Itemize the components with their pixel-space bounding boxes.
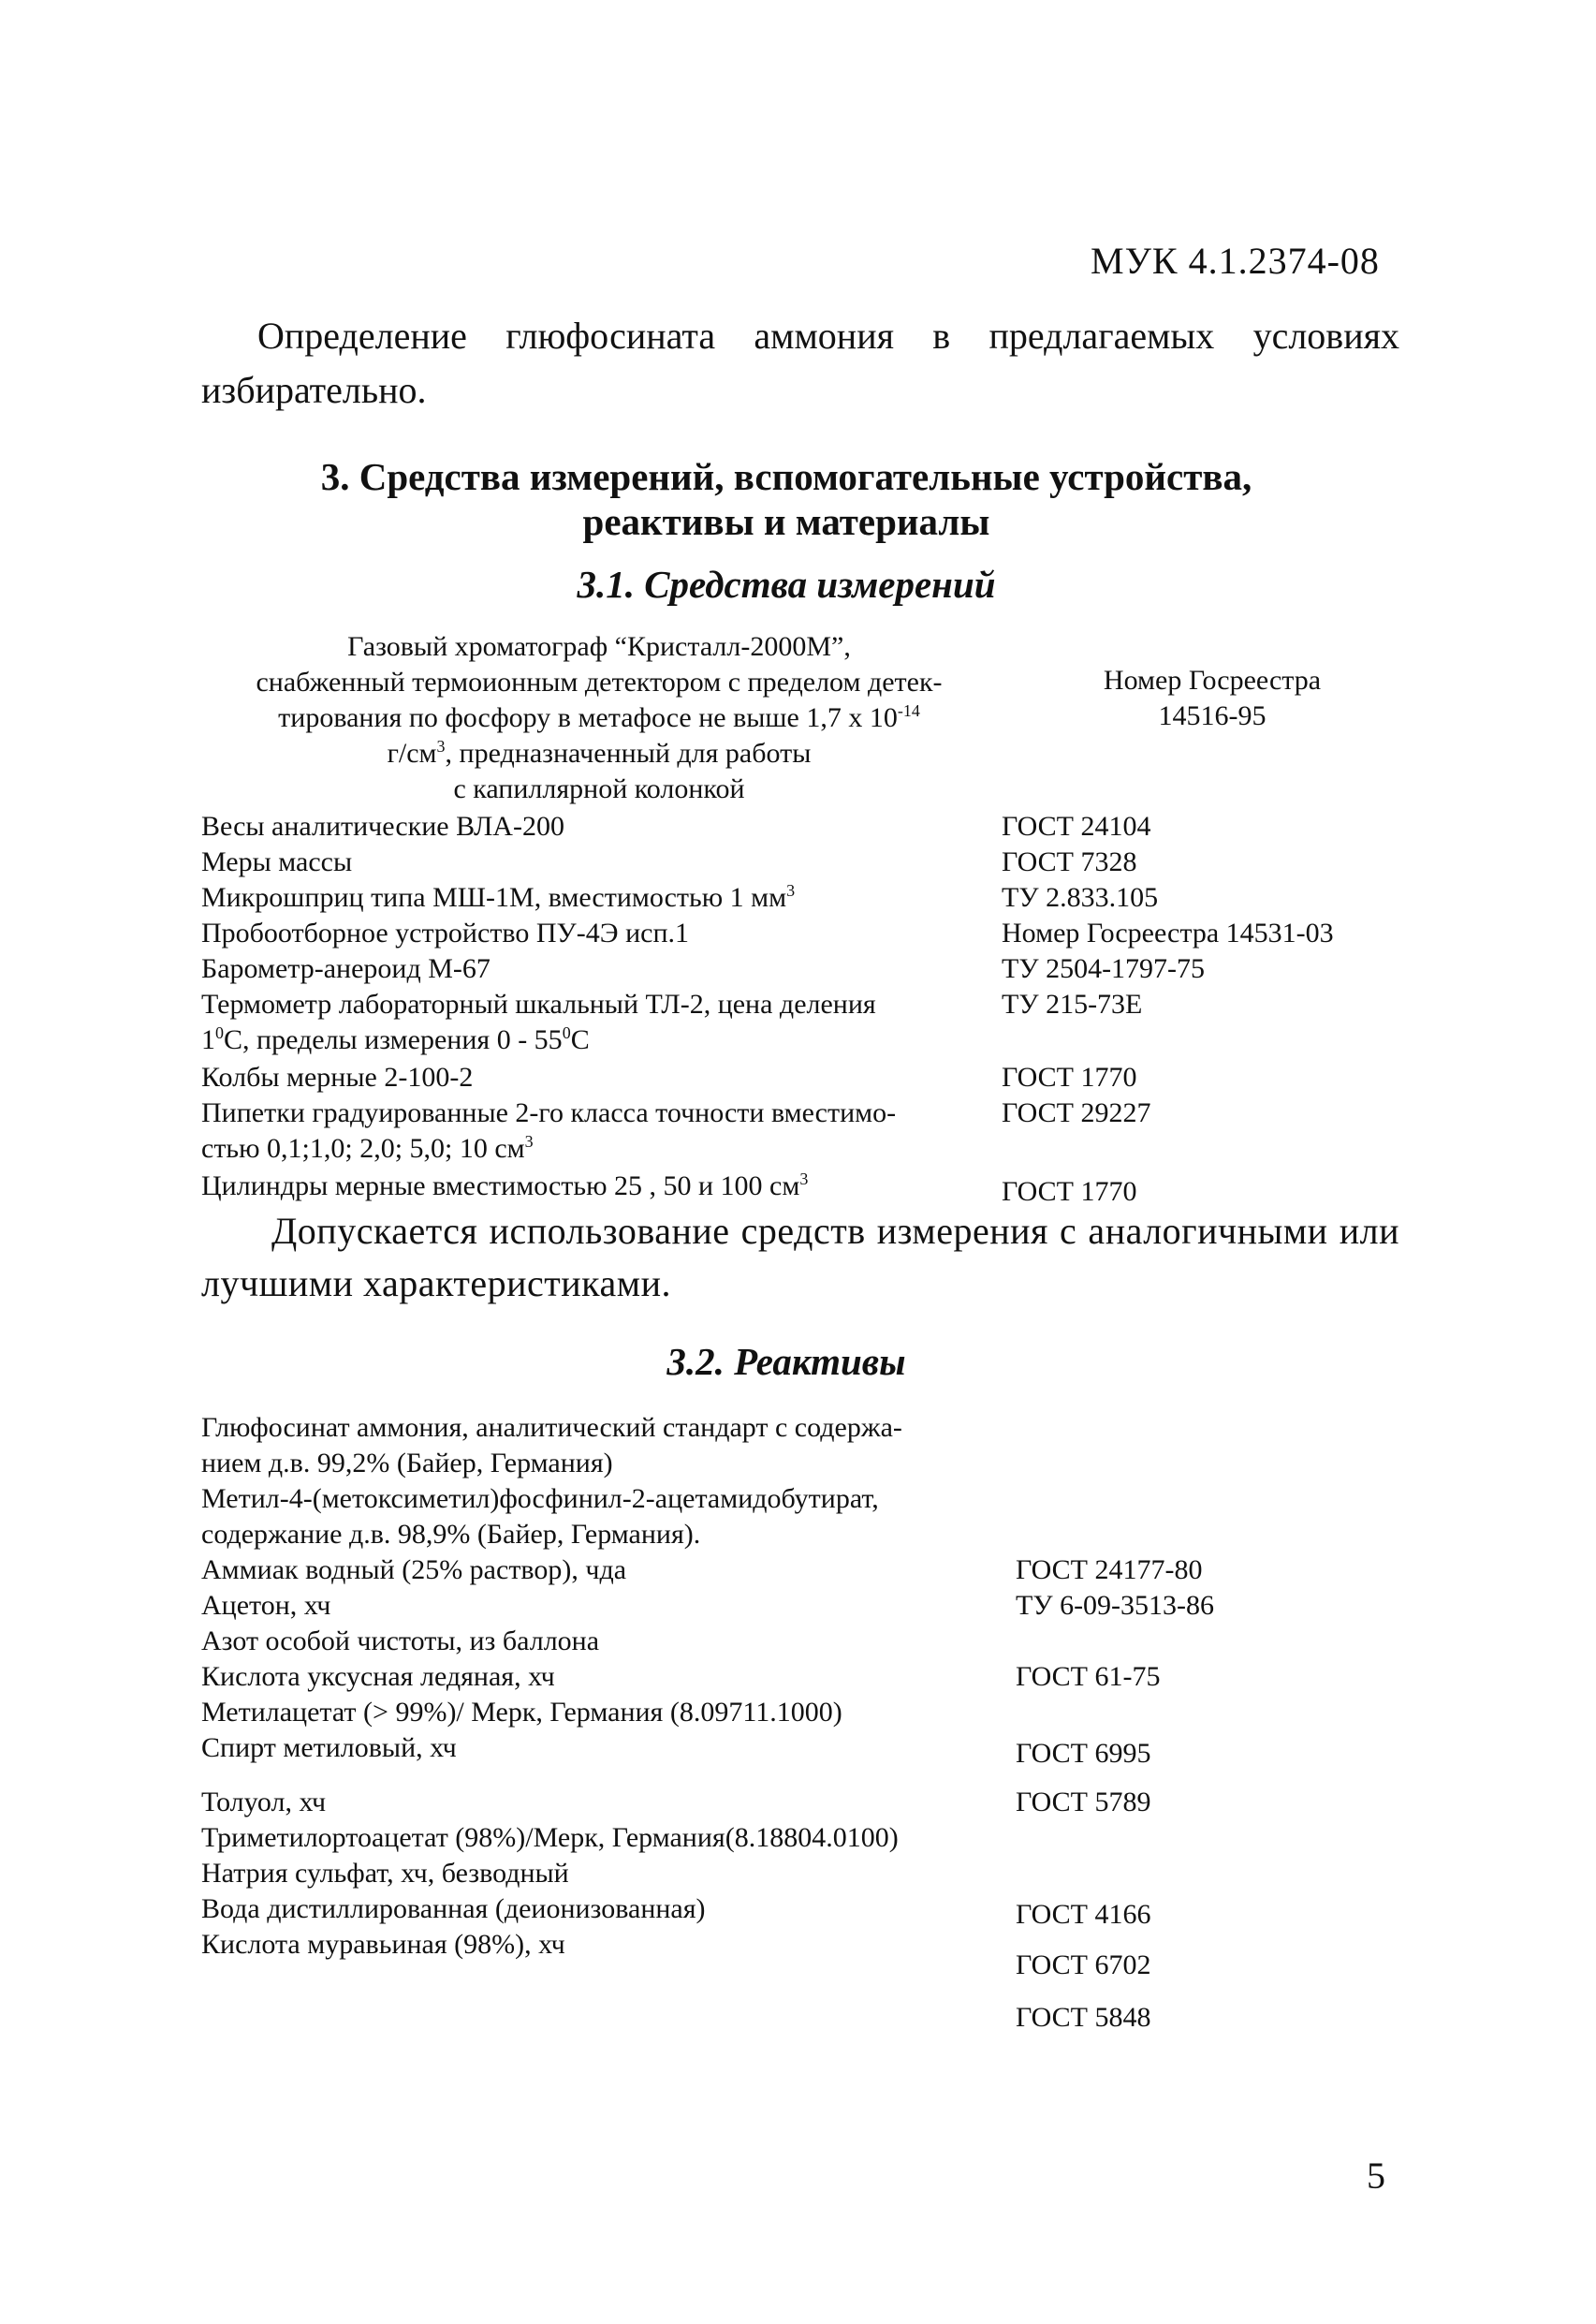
instrument-name: Пипетки градуированные 2-го класса точности вместимо- xyxy=(201,1097,897,1128)
reagent-line: Вода дистиллированная (деионизованная) xyxy=(201,1893,706,1924)
instrument-standard: ГОСТ 24104 xyxy=(1002,811,1151,842)
reagent-line: Натрия сульфат, хч, безводный xyxy=(201,1858,569,1889)
gc-line-1: Газовый хроматограф “Кристалл-2000М”, xyxy=(347,631,851,662)
instrument-standard: ГОСТ 7328 xyxy=(1002,846,1137,877)
intro-paragraph: Определение глюфосината аммония в предлагаемых условиях избирательно. xyxy=(201,315,1399,411)
instrument-standard: ТУ 2.833.105 xyxy=(1002,882,1159,913)
instrument-name: Микрошприц типа МШ-1М, вместимостью 1 $мм^3$ xyxy=(201,881,796,913)
tolerance-note: Допускается использование средств измерения с аналогичными или лучшими характеристиками. xyxy=(201,1210,1399,1304)
reagent-standard: ГОСТ 5789 xyxy=(1016,1787,1151,1817)
instrument-standard: ГОСТ 1770 xyxy=(1002,1176,1137,1207)
reagent-line: Глюфосинат аммония, аналитический стандарт с содержа- xyxy=(201,1412,902,1443)
reagent-line: Триметилортоацетат (98%)/Мерк, Германия(8.18804.0100) xyxy=(201,1822,899,1853)
reagent-line: Ацетон, хч xyxy=(201,1590,331,1621)
reagent-line: Спирт метиловый, хч xyxy=(201,1732,457,1763)
gc-line-5: с капиллярной колонкой xyxy=(453,773,745,804)
reagent-standard: ГОСТ 5848 xyxy=(1016,2002,1151,2033)
reagent-line: Толуол, хч xyxy=(201,1787,327,1817)
gc-registry-number: 14516-95 xyxy=(1158,700,1267,731)
instrument-name: Барометр-анероид М-67 xyxy=(201,953,491,984)
reagent-line: Аммиак водный (25% раствор), чда xyxy=(201,1554,627,1585)
reagent-standard: ГОСТ 6995 xyxy=(1016,1738,1151,1769)
instrument-name: Меры массы xyxy=(201,846,353,877)
reagent-line: Метил-4-(метоксиметил)фосфинил-2-ацетамидобутират, xyxy=(201,1483,879,1514)
instrument-name: Термометр лабораторный шкальный ТЛ-2, цена деления xyxy=(201,989,876,1020)
instrument-name: Весы аналитические ВЛА-200 xyxy=(201,811,564,842)
page-number: 5 xyxy=(1367,2155,1385,2197)
gc-line-3: тирования по фосфору в метафосе не выше 1,7 х $10^{-14}$ xyxy=(278,701,920,733)
reagent-standard: ГОСТ 61-75 xyxy=(1016,1661,1161,1692)
reagent-line: Кислота муравьиная (98%), хч xyxy=(201,1929,565,1960)
gc-registry xyxy=(1025,663,1399,734)
subsection-title-3-2: 3.2. Реактивы xyxy=(666,1340,906,1383)
instrument-standard: ТУ 2504-1797-75 xyxy=(1002,953,1206,984)
reagent-standard: ГОСТ 24177-80 xyxy=(1016,1554,1203,1585)
gc-line-2: снабженный термоионным детектором с пределом детек- xyxy=(256,667,943,698)
reagent-standard: ГОСТ 6702 xyxy=(1016,1949,1151,1980)
reagent-line: Азот особой чистоты, из баллона xyxy=(201,1625,600,1656)
instrument-name: Пробоотборное устройство ПУ-4Э исп.1 xyxy=(201,918,690,949)
section-title-line2: реактивы и материалы xyxy=(582,500,990,543)
gc-line-4: $г/см^3$, предназначенный для работы xyxy=(387,737,812,769)
instrument-name: Цилиндры мерные вместимостью 25 , 50 и 100 $см^3$ xyxy=(201,1169,809,1201)
thermometer-range: $1^0С$, пределы измерения $0 - 55^0С$ xyxy=(201,1023,590,1055)
instrument-standard: ГОСТ 1770 xyxy=(1002,1062,1137,1093)
reagent-line: Кислота уксусная ледяная, хч xyxy=(201,1661,555,1692)
gas-chromatograph-description xyxy=(178,629,1020,807)
reagent-line: нием д.в. 99,2% (Байер, Германия) xyxy=(201,1448,613,1478)
pipette-volumes: стью 0,1;1,0; 2,0; 5,0; 10 $см^3$ xyxy=(201,1132,534,1164)
instrument-standard: ГОСТ 29227 xyxy=(1002,1097,1151,1128)
reagent-line: Метилацетат (> 99%)/ Мерк, Германия (8.09711.1000) xyxy=(201,1697,842,1728)
reagent-standard: ГОСТ 4166 xyxy=(1016,1899,1151,1930)
document-code: МУК 4.1.2374-08 xyxy=(1091,240,1380,282)
instrument-standard: ТУ 215-73Е xyxy=(1002,989,1143,1020)
reagent-standard: ТУ 6-09-3513-86 xyxy=(1016,1590,1215,1621)
section-title-line1: 3. Средства измерений, вспомогательные устройства, xyxy=(320,455,1252,498)
subsection-title-3-1: 3.1. Средства измерений xyxy=(577,563,996,606)
gc-registry-label: Номер Госреестра xyxy=(1103,665,1322,696)
reagent-line: содержание д.в. 98,9% (Байер, Германия). xyxy=(201,1519,701,1550)
instrument-name: Колбы мерные 2-100-2 xyxy=(201,1062,474,1093)
instrument-standard: Номер Госреестра 14531-03 xyxy=(1002,918,1334,949)
